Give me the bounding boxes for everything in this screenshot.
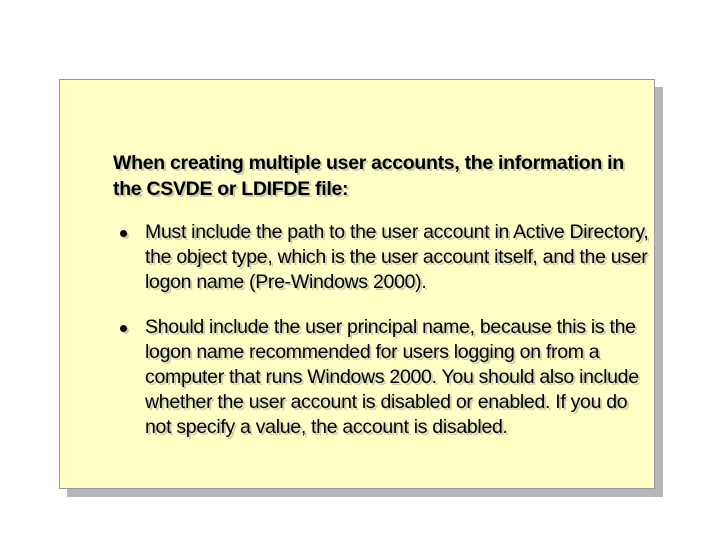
slide-heading: When creating multiple user accounts, the information in the CSVDE or LDIFDE file:	[113, 152, 624, 200]
bullet-item	[113, 220, 649, 295]
bullet-item	[113, 315, 649, 440]
slide-panel	[59, 79, 655, 489]
bullet-dot-icon	[120, 325, 127, 332]
bullet-dot-icon	[120, 230, 127, 237]
bullet-list	[113, 220, 649, 460]
bullet-text: Should include the user principal name, because this is the logon name recommended for users logging on from a computer that runs Windows 2000. You should also include whether the user account is disabled or enabled. If you do not specify a value, the account is disabled.	[145, 316, 639, 438]
bullet-text: Must include the path to the user account in Active Directory, the object type, which is the user account itself, and the user logon name (Pre-Windows 2000).	[145, 221, 649, 293]
